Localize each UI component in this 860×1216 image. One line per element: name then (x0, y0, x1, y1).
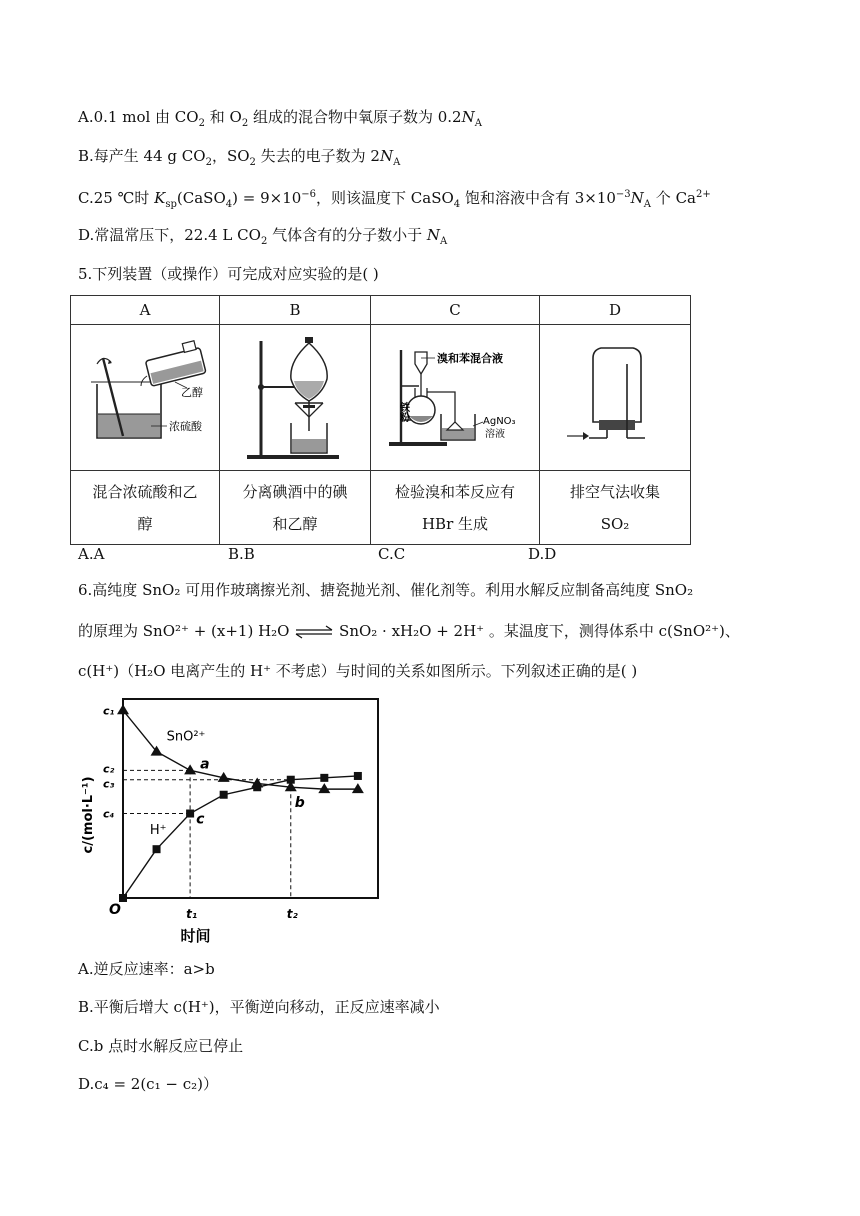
q5-stem: 5.下列装置（或操作）可完成对应实验的是( ) (78, 265, 379, 283)
point-label-b: b (294, 795, 305, 812)
square-point (320, 774, 328, 782)
series-label-sno2: SnO²⁺ (166, 729, 206, 745)
q4-option-b: B.每产生 44 g $CO_2$，$SO_2$ 失去的电子数为 $2N_A$ (78, 147, 401, 168)
q4-option-d: D.常温常压下，22.4 L $CO_2$ 气体含有的分子数小于 $N_A$ (78, 226, 448, 247)
caption-d: 排空气法收集 SO₂ (540, 471, 691, 545)
triangle-point (184, 764, 196, 774)
caption-c: 检验溴和苯反应有 HBr 生成 (371, 471, 540, 545)
label-bromine-benzene: 溴和苯混合液 (437, 351, 503, 365)
q5-options-table (70, 295, 691, 545)
apparatus-b-figure (220, 325, 371, 471)
apparatus-d-figure (540, 325, 691, 471)
label-ethanol: 乙醇 (181, 385, 203, 399)
label-sulfuric-acid: 浓硫酸 (169, 419, 202, 433)
y-tick-label: c₂ (103, 762, 115, 776)
point-label-c: c (196, 811, 205, 828)
label-iron-powder: 铁粉 (397, 401, 409, 422)
plot-frame (123, 699, 378, 898)
triangle-point (117, 704, 129, 714)
q6-option-c: C.b 点时水解反应已停止 (78, 1037, 244, 1055)
concentration-time-chart (78, 693, 388, 948)
square-point (354, 772, 362, 780)
table-header-b: B (220, 296, 371, 325)
q5-answer-d: D.D (528, 545, 557, 563)
q5-answer-b: B.B (228, 545, 255, 563)
q6-option-a: A.逆反应速率：a>b (78, 960, 215, 978)
apparatus-c-figure (371, 325, 540, 471)
apparatus-a-figure (71, 325, 220, 471)
square-point (153, 845, 161, 853)
q6-option-d: D.c₄ = 2(c₁ − c₂)） (78, 1075, 218, 1093)
q6-stem-line-2: 的原理为 SnO²⁺ + (x+1) H₂O SnO₂ · xH₂O + 2H⁺ 。某温度下，测得体系中 c(SnO²⁺)、 (78, 622, 740, 640)
table-header-a: A (71, 296, 220, 325)
q5-answers (78, 545, 698, 567)
triangle-point (352, 783, 364, 793)
equilibrium-arrow-icon (294, 625, 334, 639)
series-label-h: H⁺ (149, 823, 167, 839)
label-agno3: AgNO₃ (483, 415, 516, 427)
square-point (119, 894, 127, 902)
caption-a: 混合浓硫酸和乙 醇 (71, 471, 220, 545)
square-point (253, 783, 261, 791)
q6-stem-line-3: c(H⁺)（H₂O 电离产生的 H⁺ 不考虑）与时间的关系如图所示。下列叙述正确的是( ) (78, 662, 638, 680)
square-point (220, 791, 228, 799)
y-tick-label: c₄ (103, 807, 115, 821)
y-tick-label: c₁ (103, 704, 115, 718)
x-tick-label: t₁ (186, 907, 198, 921)
q4-option-a: A.0.1 mol 由 $CO_2$ 和 $O_2$ 组成的混合物中氧原子数为 $0.2N_A$ (78, 108, 482, 129)
q4-option-c: C.25 ℃时 $K_{sp}(CaSO_4) = 9\times 10^{-6}$，则该温度下 CaSO$_4$ 饱和溶液中含有 $3\times 10^{-3}N_A$ 个 $Ca^{2+}$ (78, 189, 711, 210)
table-header-d: D (540, 296, 691, 325)
square-point (186, 810, 194, 818)
table-header-c: C (371, 296, 540, 325)
x-tick-label: t₂ (286, 907, 298, 921)
q6-option-b: B.平衡后增大 c(H⁺)，平衡逆向移动，正反应速率减小 (78, 998, 440, 1016)
y-tick-label: c₃ (103, 777, 115, 791)
point-label-a: a (200, 756, 210, 773)
q5-answer-a: A.A (78, 545, 105, 563)
caption-b: 分离碘酒中的碘 和乙醇 (220, 471, 371, 545)
square-point (287, 776, 295, 784)
q5-answer-c: C.C (378, 545, 406, 563)
x-tick-label: O (109, 902, 121, 918)
label-solution: 溶液 (485, 428, 505, 440)
x-axis-label: 时间 (180, 927, 211, 945)
triangle-point (318, 783, 330, 793)
q6-stem-line-1: 6.高纯度 SnO₂ 可用作玻璃擦光剂、搪瓷抛光剂、催化剂等。利用水解反应制备高纯度 SnO₂ (78, 581, 694, 599)
y-axis-label: c/(mol·L⁻¹) (81, 776, 96, 854)
